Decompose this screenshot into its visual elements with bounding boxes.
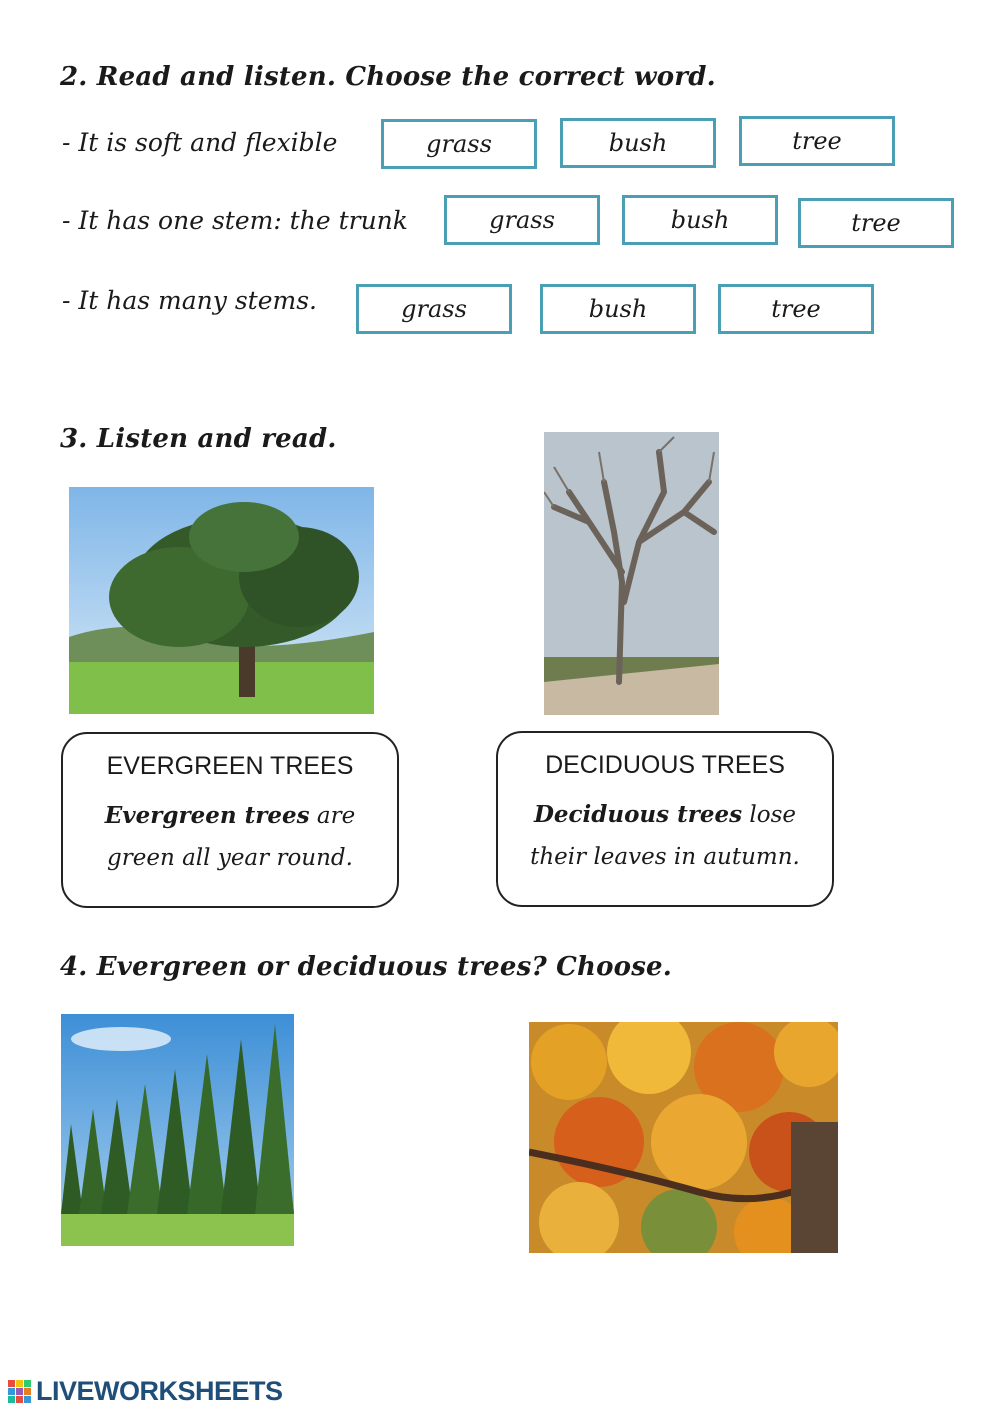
q3-option-tree[interactable]: tree — [718, 284, 874, 334]
deciduous-info-box — [496, 731, 834, 907]
question-1-text: - It is soft and flexible — [62, 128, 338, 157]
q1-option-grass[interactable]: grass — [381, 119, 537, 169]
evergreen-info-box — [61, 732, 399, 908]
question-3-text: - It has many stems. — [62, 286, 317, 315]
deciduous-line1-rest: lose — [742, 802, 797, 828]
logo-grid-icon — [8, 1380, 32, 1404]
autumn-leaves-photo[interactable] — [529, 1022, 838, 1253]
evergreen-line2: green all year round. — [107, 845, 353, 871]
deciduous-line2: their leaves in autumn. — [530, 844, 800, 870]
q1-option-tree[interactable]: tree — [739, 116, 895, 166]
liveworksheets-logo[interactable] — [8, 1376, 283, 1407]
q2-option-tree[interactable]: tree — [798, 198, 954, 248]
section-4-heading: 4. Evergreen or deciduous trees? Choose. — [60, 952, 673, 982]
brand-name: LIVEWORKSHEETS — [36, 1376, 283, 1406]
evergreen-hedge-photo[interactable] — [61, 1014, 294, 1246]
deciduous-bold: Deciduous trees — [533, 801, 743, 828]
q2-option-grass[interactable]: grass — [444, 195, 600, 245]
deciduous-tree-photo — [544, 432, 719, 715]
evergreen-title: EVERGREEN TREES — [106, 752, 354, 780]
evergreen-tree-photo — [69, 487, 374, 714]
q3-option-grass[interactable]: grass — [356, 284, 512, 334]
section-3-heading: 3. Listen and read. — [60, 424, 337, 454]
q2-option-bush[interactable]: bush — [622, 195, 778, 245]
q1-option-bush[interactable]: bush — [560, 118, 716, 168]
evergreen-line1-rest: are — [309, 803, 356, 829]
q3-option-bush[interactable]: bush — [540, 284, 696, 334]
question-2-text: - It has one stem: the trunk — [62, 206, 408, 235]
deciduous-title: DECIDUOUS TREES — [545, 751, 785, 779]
evergreen-bold: Evergreen trees — [104, 802, 310, 829]
section-2-heading: 2. Read and listen. Choose the correct word. — [60, 62, 716, 92]
